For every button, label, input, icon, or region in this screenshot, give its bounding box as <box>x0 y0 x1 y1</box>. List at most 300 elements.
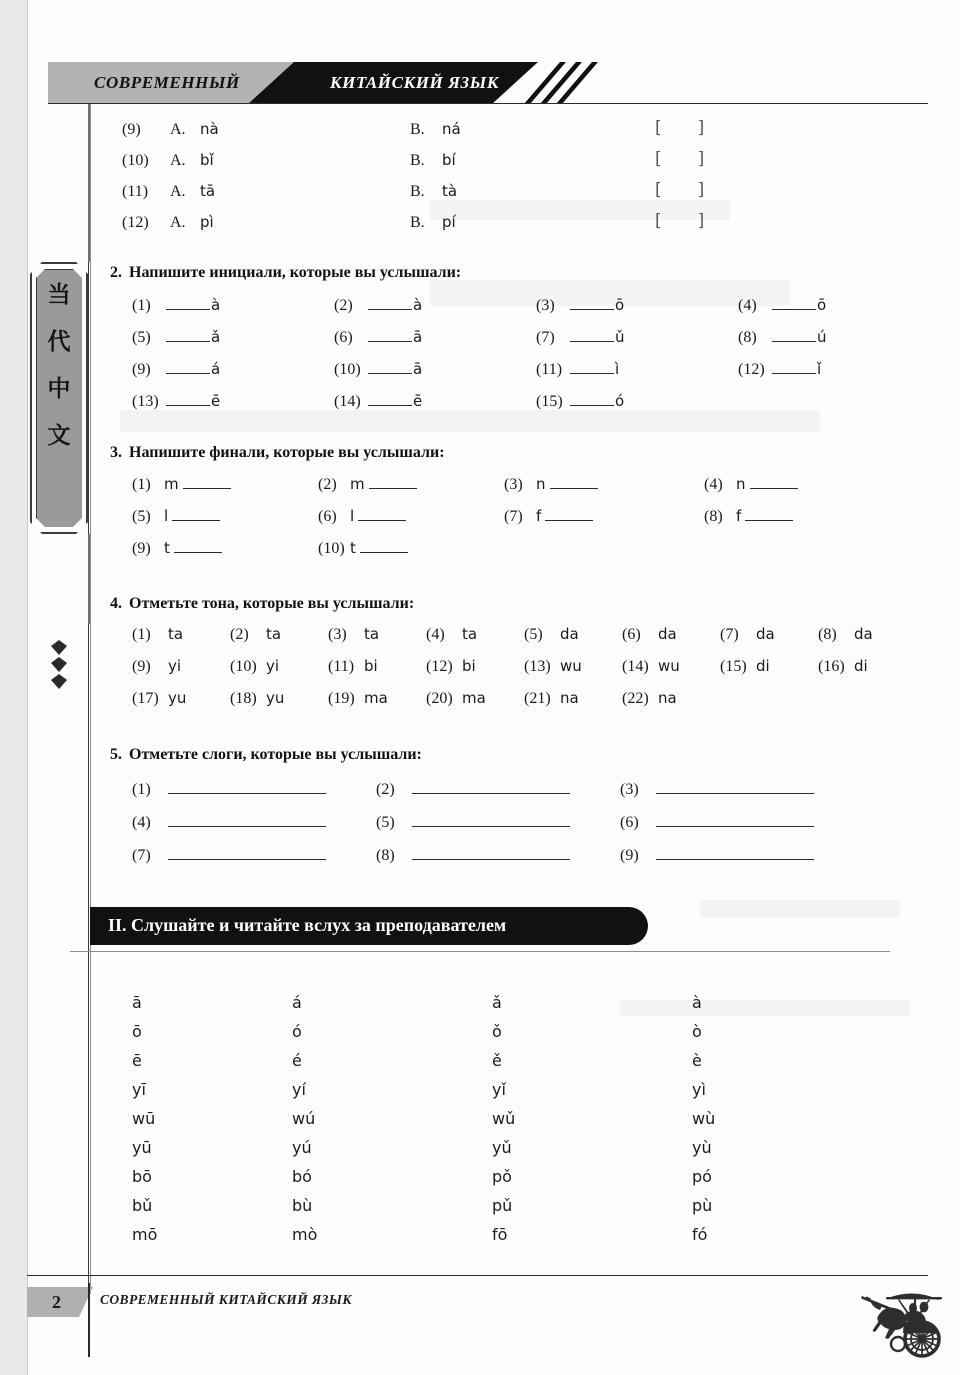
answer-bracket-field[interactable] <box>655 180 706 200</box>
toneless-syllable: bi <box>462 657 476 675</box>
exercise-2-item <box>536 294 738 326</box>
item-number: (4) <box>738 297 757 314</box>
pinyin-syllable: yǐ <box>492 1080 506 1099</box>
exercise-3-item <box>504 474 704 506</box>
item-number: (1) <box>132 781 151 798</box>
pinyin-syllable: yú <box>292 1138 312 1157</box>
final-vowel: ǐ <box>817 360 822 378</box>
pinyin-syllable: ē <box>132 1051 142 1070</box>
exercise-4-item[interactable] <box>328 625 426 657</box>
pinyin-syllable: ǎ <box>492 993 502 1012</box>
pinyin-syllable: wù <box>692 1109 716 1128</box>
exercise-2-item <box>132 390 334 422</box>
page-header-banner <box>48 62 560 104</box>
pinyin-syllable: bō <box>132 1167 152 1186</box>
toneless-syllable: da <box>560 625 579 643</box>
exercise-2-item <box>132 294 334 326</box>
exercise-4-item[interactable] <box>230 625 328 657</box>
item-number: (12) <box>738 361 765 378</box>
exercise-4-item[interactable] <box>524 689 622 721</box>
header-divider-rule <box>48 103 928 104</box>
initial-consonant: n <box>536 475 546 493</box>
item-number: (20) <box>426 690 453 707</box>
pinyin-syllable: pǔ <box>492 1196 513 1215</box>
exercise-1-item-number: (12) <box>122 214 149 231</box>
exercise-4-grid <box>132 625 910 721</box>
item-number: (4) <box>704 476 723 493</box>
exercise-4-item[interactable] <box>818 657 916 689</box>
item-number: (11) <box>328 658 355 675</box>
item-number: (8) <box>818 626 837 643</box>
exercise-2-heading <box>110 264 910 282</box>
exercise-2-item <box>132 358 334 390</box>
final-blank-field[interactable] <box>360 538 408 553</box>
exercise-3-item <box>132 538 318 570</box>
pinyin-syllable: wū <box>132 1109 156 1128</box>
final-vowel: à <box>413 296 423 314</box>
bookmark-char-2: 代 <box>47 329 71 355</box>
pinyin-syllable: yù <box>692 1138 712 1157</box>
bookmark-tassel-bead <box>51 657 67 672</box>
syllable-blank-field[interactable] <box>656 811 814 827</box>
option-a-label: A. <box>170 121 186 138</box>
initial-consonant: f <box>736 507 742 525</box>
exercise-4-item[interactable] <box>328 657 426 689</box>
item-number: (1) <box>132 476 151 493</box>
page-footer <box>0 1265 960 1375</box>
toneless-syllable: bi <box>364 657 378 675</box>
exercise-3-item <box>318 506 504 538</box>
exercise-2-number: 2. <box>110 264 122 281</box>
exercise-3-item <box>704 474 904 506</box>
exercise-3-item <box>504 506 704 538</box>
item-number: (13) <box>132 393 159 410</box>
exercise-4-item[interactable] <box>132 657 230 689</box>
initial-blank-field[interactable] <box>166 390 210 406</box>
final-vowel: ǎ <box>211 328 221 346</box>
item-number: (9) <box>132 540 151 557</box>
bracket-close: ] <box>697 149 707 169</box>
toneless-syllable: ta <box>462 625 478 643</box>
toneless-syllable: yu <box>168 689 187 707</box>
item-number: (10) <box>318 540 345 557</box>
initial-blank-field[interactable] <box>368 326 412 342</box>
bookmark-char-1: 当 <box>47 282 71 308</box>
exercise-2-item <box>334 358 536 390</box>
final-vowel: ō <box>615 296 625 314</box>
initial-blank-field[interactable] <box>570 326 614 342</box>
item-number: (3) <box>504 476 523 493</box>
initial-blank-field[interactable] <box>368 390 412 406</box>
pinyin-syllable: pó <box>692 1167 712 1186</box>
item-number: (5) <box>132 508 151 525</box>
bracket-open: [ <box>655 149 664 169</box>
exercise-5-number: 5. <box>110 746 122 763</box>
bracket-close: ] <box>697 211 707 231</box>
exercise-2-item <box>738 294 940 326</box>
side-bookmark-tab <box>30 262 88 534</box>
exercise-5-item <box>620 811 864 844</box>
item-number: (10) <box>230 658 257 675</box>
exercise-5-item <box>132 811 376 844</box>
option-b-syllable: pí <box>442 213 456 231</box>
exercise-4-item[interactable] <box>622 689 720 721</box>
option-b-syllable: bí <box>442 151 456 169</box>
initial-blank-field[interactable] <box>570 294 614 310</box>
exercise-4-item[interactable] <box>230 689 328 721</box>
exercise-3-item <box>132 506 318 538</box>
exercise-4-item[interactable] <box>524 625 622 657</box>
final-blank-field[interactable] <box>183 474 231 489</box>
bookmark-characters <box>30 284 88 448</box>
syllable-blank-field[interactable] <box>656 844 814 860</box>
exercise-2-item <box>334 390 536 422</box>
toneless-syllable: ta <box>266 625 282 643</box>
pinyin-syllable: è <box>692 1051 702 1070</box>
bracket-open: [ <box>655 180 664 200</box>
initial-blank-field[interactable] <box>166 294 210 310</box>
exercise-4-item[interactable] <box>328 689 426 721</box>
pinyin-syllable: à <box>692 993 702 1012</box>
toneless-syllable: da <box>854 625 873 643</box>
exercise-1-row <box>110 118 910 149</box>
final-blank-field[interactable] <box>174 538 222 553</box>
pinyin-practice-table <box>132 993 910 1254</box>
option-a-syllable: pì <box>200 213 214 231</box>
option-b-label: B. <box>410 214 425 231</box>
final-blank-field[interactable] <box>358 506 406 521</box>
final-vowel: ā <box>413 360 423 378</box>
exercise-2-item <box>738 358 940 390</box>
answer-bracket-field[interactable] <box>655 149 706 169</box>
toneless-syllable: na <box>658 689 677 707</box>
exercise-2-grid <box>132 294 910 422</box>
syllable-blank-field[interactable] <box>412 844 570 860</box>
initial-blank-field[interactable] <box>166 326 210 342</box>
page-left-edge <box>0 0 28 1375</box>
option-a-label: A. <box>170 183 186 200</box>
exercise-3-item <box>318 474 504 506</box>
bookmark-stem-upper <box>88 104 90 262</box>
item-number: (1) <box>132 297 151 314</box>
toneless-syllable: ta <box>168 625 184 643</box>
exercise-4-prompt: Отметьте тона, которые вы услышали: <box>129 595 415 612</box>
initial-blank-field[interactable] <box>772 294 816 310</box>
exercise-4-item[interactable] <box>426 657 524 689</box>
toneless-syllable: ma <box>364 689 388 707</box>
exercise-3-number: 3. <box>110 444 122 461</box>
bookmark-tassel-bead <box>51 640 67 655</box>
exercise-5-item <box>376 811 620 844</box>
gutter-rule <box>88 104 89 1294</box>
item-number: (10) <box>334 361 361 378</box>
initial-consonant: l <box>350 507 355 525</box>
item-number: (9) <box>132 658 151 675</box>
footer-vertical-rule <box>88 1283 90 1357</box>
item-number: (7) <box>720 626 739 643</box>
exercise-5-item <box>376 778 620 811</box>
bookmark-tassel-bead <box>51 674 67 689</box>
initial-consonant: m <box>350 475 365 493</box>
item-number: (5) <box>376 814 395 831</box>
item-number: (21) <box>524 690 551 707</box>
item-number: (3) <box>536 297 555 314</box>
exercise-4-item[interactable] <box>524 657 622 689</box>
pinyin-syllable: wú <box>292 1109 316 1128</box>
final-vowel: ā <box>413 328 423 346</box>
exercise-2-item <box>738 326 940 358</box>
pinyin-syllable: fó <box>692 1225 708 1244</box>
header-title-right: КИТАЙСКИЙ ЯЗЫК <box>330 73 499 92</box>
exercise-3-prompt: Напишите финали, которые вы услышали: <box>129 444 445 461</box>
footer-divider-rule <box>27 1275 928 1276</box>
initial-consonant: t <box>350 539 356 557</box>
initial-consonant: f <box>536 507 542 525</box>
item-number: (1) <box>132 626 151 643</box>
item-number: (3) <box>620 781 639 798</box>
exercise-4-item[interactable] <box>230 657 328 689</box>
bracket-close: ] <box>697 118 707 138</box>
option-b-syllable: tà <box>442 182 458 200</box>
exercise-1-row <box>110 211 910 242</box>
option-b-label: B. <box>410 121 425 138</box>
toneless-syllable: yi <box>168 657 182 675</box>
exercise-2-item <box>334 294 536 326</box>
final-blank-field[interactable] <box>745 506 793 521</box>
exercise-5-item <box>132 778 376 811</box>
final-vowel: ú <box>817 328 827 346</box>
initial-consonant: n <box>736 475 746 493</box>
pinyin-syllable: ō <box>132 1022 142 1041</box>
item-number: (22) <box>622 690 649 707</box>
item-number: (4) <box>426 626 445 643</box>
pinyin-syllable: yū <box>132 1138 152 1157</box>
option-a-label: A. <box>170 152 186 169</box>
exercise-2-item <box>536 358 738 390</box>
exercise-3-item <box>704 506 904 538</box>
exercise-5-item <box>132 844 376 877</box>
pinyin-syllable: mō <box>132 1225 158 1244</box>
exercise-4-item[interactable] <box>426 689 524 721</box>
item-number: (2) <box>376 781 395 798</box>
exercise-4-item[interactable] <box>622 657 720 689</box>
initial-blank-field[interactable] <box>368 358 412 374</box>
option-b-syllable: ná <box>442 120 461 138</box>
syllable-blank-field[interactable] <box>168 844 326 860</box>
final-blank-field[interactable] <box>750 474 798 489</box>
section-2-underline <box>70 951 890 952</box>
answer-bracket-field[interactable] <box>655 211 706 231</box>
option-a-syllable: bǐ <box>200 151 214 169</box>
page-content <box>110 118 910 1254</box>
chariot-emblem-icon <box>858 1282 954 1362</box>
pinyin-syllable: fō <box>492 1225 508 1244</box>
final-vowel: á <box>211 360 221 378</box>
exercise-1-item-number: (11) <box>122 183 149 200</box>
item-number: (17) <box>132 690 159 707</box>
item-number: (14) <box>622 658 649 675</box>
page-number: 2 <box>52 1292 61 1312</box>
exercise-1-rows <box>110 118 910 242</box>
item-number: (7) <box>536 329 555 346</box>
exercise-4-item[interactable] <box>818 625 916 657</box>
pinyin-syllable: é <box>292 1051 302 1070</box>
pinyin-syllable: mò <box>292 1225 318 1244</box>
toneless-syllable: yi <box>266 657 280 675</box>
item-number: (6) <box>334 329 353 346</box>
toneless-syllable: yu <box>266 689 285 707</box>
item-number: (3) <box>328 626 347 643</box>
item-number: (6) <box>318 508 337 525</box>
final-vowel: à <box>211 296 221 314</box>
toneless-syllable: di <box>854 657 868 675</box>
option-a-syllable: nà <box>200 120 219 138</box>
final-vowel: ǔ <box>615 328 625 346</box>
exercise-4-item[interactable] <box>622 625 720 657</box>
item-number: (9) <box>620 847 639 864</box>
exercise-5-item <box>376 844 620 877</box>
toneless-syllable: da <box>756 625 775 643</box>
pinyin-syllable: ǒ <box>492 1022 502 1041</box>
final-vowel: ē <box>211 392 221 410</box>
pinyin-syllable: ó <box>292 1022 302 1041</box>
item-number: (9) <box>132 361 151 378</box>
final-blank-field[interactable] <box>545 506 593 521</box>
item-number: (11) <box>536 361 563 378</box>
final-vowel: ē <box>413 392 423 410</box>
exercise-4-item[interactable] <box>720 625 818 657</box>
exercise-3-heading <box>110 444 910 462</box>
item-number: (4) <box>132 814 151 831</box>
toneless-syllable: na <box>560 689 579 707</box>
final-blank-field[interactable] <box>172 506 220 521</box>
option-b-label: B. <box>410 183 425 200</box>
exercise-2-prompt: Напишите инициали, которые вы услышали: <box>129 264 462 281</box>
final-blank-field[interactable] <box>550 474 598 489</box>
initial-blank-field[interactable] <box>772 358 816 374</box>
option-a-syllable: tā <box>200 182 216 200</box>
item-number: (8) <box>704 508 723 525</box>
initial-blank-field[interactable] <box>368 294 412 310</box>
final-vowel: ì <box>615 360 620 378</box>
item-number: (13) <box>524 658 551 675</box>
item-number: (2) <box>318 476 337 493</box>
item-number: (5) <box>132 329 151 346</box>
pinyin-syllable: ò <box>692 1022 702 1041</box>
pinyin-syllable: ě <box>492 1051 502 1070</box>
exercise-2-item <box>536 326 738 358</box>
exercise-4-item[interactable] <box>132 625 230 657</box>
bracket-close: ] <box>697 180 707 200</box>
syllable-blank-field[interactable] <box>412 811 570 827</box>
initial-blank-field[interactable] <box>166 358 210 374</box>
gutter-rule-secondary <box>90 104 91 1294</box>
exercise-4-item[interactable] <box>132 689 230 721</box>
pinyin-syllable: pǒ <box>492 1167 512 1186</box>
exercise-3-item <box>132 474 318 506</box>
exercise-1-item-number: (10) <box>122 152 149 169</box>
toneless-syllable: da <box>658 625 677 643</box>
initial-consonant: m <box>164 475 179 493</box>
item-number: (7) <box>132 847 151 864</box>
bookmark-stem-lower <box>88 534 90 624</box>
exercise-2-item <box>536 390 738 422</box>
initial-blank-field[interactable] <box>570 358 614 374</box>
option-a-label: A. <box>170 214 186 231</box>
item-number: (6) <box>622 626 641 643</box>
bracket-open: [ <box>655 118 664 138</box>
toneless-syllable: di <box>756 657 770 675</box>
exercise-2-item <box>132 326 334 358</box>
final-blank-field[interactable] <box>369 474 417 489</box>
pinyin-syllable: yí <box>292 1080 306 1099</box>
item-number: (14) <box>334 393 361 410</box>
section-2-banner <box>90 907 648 945</box>
exercise-5-item <box>620 844 864 877</box>
bookmark-char-3: 中 <box>47 376 71 402</box>
exercise-2-item <box>334 326 536 358</box>
initial-blank-field[interactable] <box>772 326 816 342</box>
item-number: (18) <box>230 690 257 707</box>
pinyin-syllable: ā <box>132 993 142 1012</box>
pinyin-syllable: bó <box>292 1167 312 1186</box>
exercise-1-row <box>110 180 910 211</box>
pinyin-syllable: yǔ <box>492 1138 512 1157</box>
exercise-5-prompt: Отметьте слоги, которые вы услышали: <box>129 746 422 763</box>
toneless-syllable: ma <box>462 689 486 707</box>
final-vowel: ō <box>817 296 827 314</box>
syllable-blank-field[interactable] <box>168 811 326 827</box>
exercise-3-item <box>318 538 504 570</box>
bookmark-char-4: 文 <box>47 423 71 449</box>
item-number: (19) <box>328 690 355 707</box>
exercise-3-grid <box>132 474 910 570</box>
exercise-1-row <box>110 149 910 180</box>
exercise-4-item[interactable] <box>426 625 524 657</box>
footer-book-title: СОВРЕМЕННЫЙ КИТАЙСКИЙ ЯЗЫК <box>100 1292 352 1307</box>
pinyin-syllable: bǔ <box>132 1196 153 1215</box>
exercise-4-heading <box>110 595 910 613</box>
syllable-blank-field[interactable] <box>412 778 570 794</box>
exercise-4-item[interactable] <box>720 657 818 689</box>
item-number: (2) <box>230 626 249 643</box>
item-number: (8) <box>376 847 395 864</box>
pinyin-syllable: á <box>292 993 302 1012</box>
exercise-1-item-number: (9) <box>122 121 141 138</box>
item-number: (5) <box>524 626 543 643</box>
toneless-syllable: ta <box>364 625 380 643</box>
initial-blank-field[interactable] <box>570 390 614 406</box>
toneless-syllable: wu <box>658 657 680 675</box>
answer-bracket-field[interactable] <box>655 118 706 138</box>
item-number: (16) <box>818 658 845 675</box>
item-number: (15) <box>720 658 747 675</box>
item-number: (2) <box>334 297 353 314</box>
item-number: (8) <box>738 329 757 346</box>
pinyin-syllable: pù <box>692 1196 713 1215</box>
exercise-5-heading <box>110 746 910 764</box>
pinyin-syllable: wǔ <box>492 1109 516 1128</box>
item-number: (6) <box>620 814 639 831</box>
initial-consonant: t <box>164 539 170 557</box>
syllable-blank-field[interactable] <box>656 778 814 794</box>
section-2-title: II. Слушайте и читайте вслух за преподавателем <box>108 915 507 935</box>
option-b-label: B. <box>410 152 425 169</box>
item-number: (7) <box>504 508 523 525</box>
syllable-blank-field[interactable] <box>168 778 326 794</box>
pinyin-syllable: yī <box>132 1080 146 1099</box>
item-number: (15) <box>536 393 563 410</box>
